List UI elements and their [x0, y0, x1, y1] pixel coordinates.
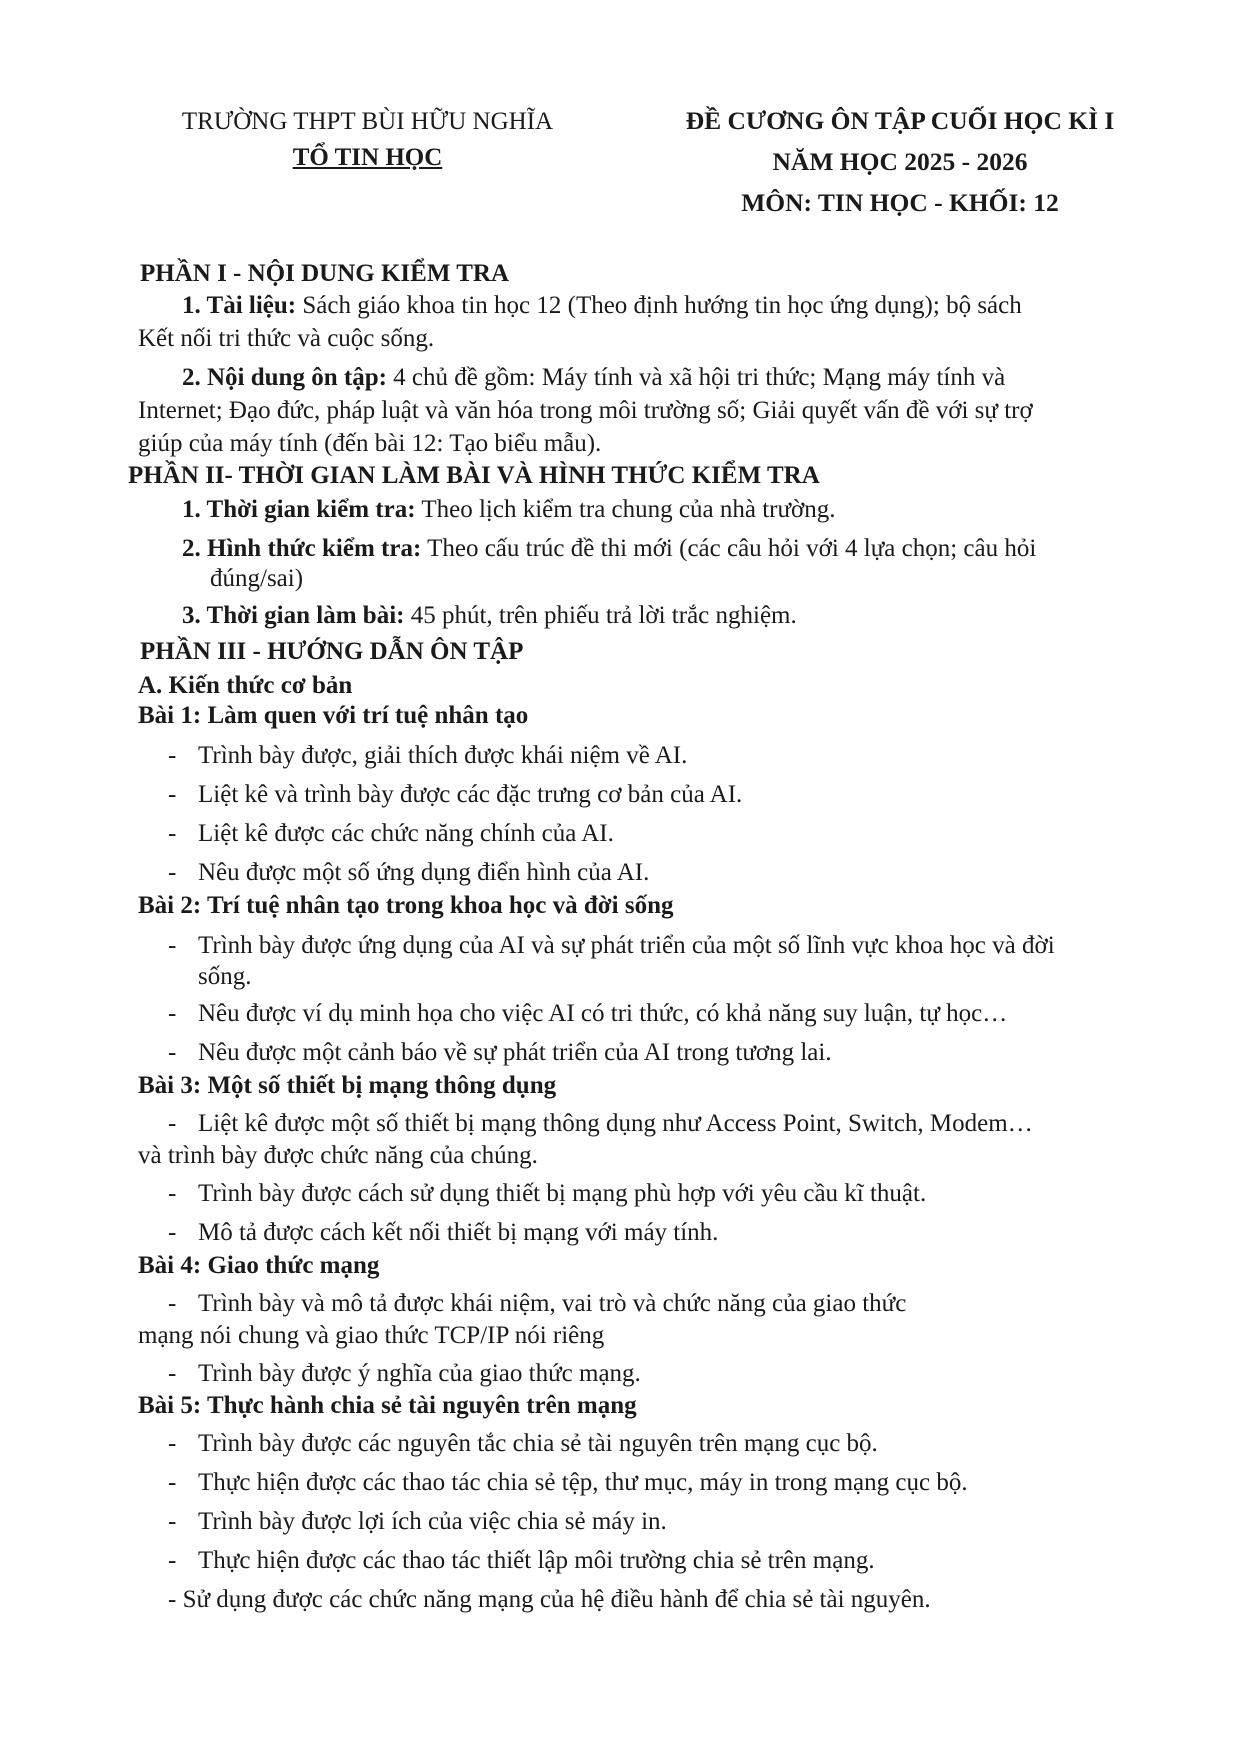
list-item: - Nêu được một cảnh báo về sự phát triển của AI trong tương lai.	[168, 1039, 832, 1066]
school-year: NĂM HỌC 2025 - 2026	[772, 147, 1028, 176]
list-item: - Trình bày được, giải thích được khái niệm về AI.	[168, 742, 688, 769]
part2-item2-cont: đúng/sai)	[210, 565, 304, 592]
list-item: - Nêu được một số ứng dụng điển hình của AI.	[168, 859, 650, 886]
part2-item1	[182, 496, 835, 524]
section-a-heading: A. Kiến thức cơ bản	[138, 672, 353, 699]
list-item: - Nêu được ví dụ minh họa cho việc AI có tri thức, có khả năng suy luận, tự học…	[168, 1000, 1008, 1027]
list-item-cont: sống.	[198, 963, 252, 990]
school-name: TRƯỜNG THPT BÙI HỮU NGHĨA	[181, 108, 554, 135]
lesson1-title: Bài 1: Làm quen với trí tuệ nhân tạo	[138, 702, 529, 729]
list-item: - Trình bày được ứng dụng của AI và sự phát triển của một số lĩnh vực khoa học và đời	[168, 932, 1055, 959]
part1-item2	[182, 364, 1005, 392]
part3-heading: PHẦN III - HƯỚNG DẪN ÔN TẬP	[140, 638, 524, 665]
lesson2-title: Bài 2: Trí tuệ nhân tạo trong khoa học và đời sống	[138, 892, 674, 919]
part2-heading: PHẦN II- THỜI GIAN LÀM BÀI VÀ HÌNH THỨC KIỂM TRA	[128, 462, 820, 489]
list-item: - Trình bày được các nguyên tắc chia sẻ tài nguyên trên mạng cục bộ.	[168, 1430, 878, 1457]
part1-item1-label: 1. Tài liệu:	[182, 292, 297, 319]
part1-item1	[182, 292, 1022, 320]
subject-grade: MÔN: TIN HỌC - KHỐI: 12	[741, 188, 1059, 217]
document-title: ĐỀ CƯƠNG ÔN TẬP CUỐI HỌC KÌ I	[685, 106, 1115, 135]
header-left	[150, 104, 585, 176]
header-right	[640, 100, 1160, 223]
list-item: - Thực hiện được các thao tác chia sẻ tệp, thư mục, máy in trong mạng cục bộ.	[168, 1469, 968, 1496]
list-item: - Liệt kê được một số thiết bị mạng thông dụng như Access Point, Switch, Modem…	[168, 1110, 1033, 1137]
part2-item1-label: 1. Thời gian kiểm tra:	[182, 496, 416, 523]
list-item: - Trình bày được lợi ích của việc chia sẻ máy in.	[168, 1508, 667, 1535]
list-item: - Mô tả được cách kết nối thiết bị mạng với máy tính.	[168, 1219, 719, 1246]
part1-item1-cont: Kết nối tri thức và cuộc sống.	[138, 325, 435, 352]
list-item: - Trình bày được cách sử dụng thiết bị mạng phù hợp với yêu cầu kĩ thuật.	[168, 1180, 927, 1207]
list-item: - Trình bày được ý nghĩa của giao thức mạng.	[168, 1360, 641, 1387]
list-item-cont: mạng nói chung và giao thức TCP/IP nói riêng	[138, 1322, 605, 1349]
department-name: TỔ TIN HỌC	[292, 144, 443, 171]
list-item: - Liệt kê được các chức năng chính của AI.	[168, 820, 614, 847]
part2-item3	[182, 602, 797, 630]
list-item: - Trình bày và mô tả được khái niệm, vai trò và chức năng của giao thức	[168, 1290, 907, 1317]
part2-item3-label: 3. Thời gian làm bài:	[182, 602, 405, 629]
part1-item2-text: 4 chủ đề gồm: Máy tính và xã hội tri thức; Mạng máy tính và	[386, 364, 1006, 391]
lesson3-title: Bài 3: Một số thiết bị mạng thông dụng	[138, 1072, 557, 1099]
part2-item2-label: 2. Hình thức kiểm tra:	[182, 535, 422, 562]
part2-item3-text: 45 phút, trên phiếu trả lời trắc nghiệm.	[404, 602, 797, 629]
part2-item2	[182, 535, 1036, 563]
lesson4-title: Bài 4: Giao thức mạng	[138, 1252, 380, 1279]
part1-heading: PHẦN I - NỘI DUNG KIỂM TRA	[140, 260, 509, 287]
part1-item2-cont: Internet; Đạo đức, pháp luật và văn hóa trong môi trường số; Giải quyết vấn đề với sự trợ	[138, 397, 1033, 424]
list-item: - Sử dụng được các chức năng mạng của hệ điều hành để chia sẻ tài nguyên.	[168, 1586, 931, 1613]
part2-item1-text: Theo lịch kiểm tra chung của nhà trường.	[415, 496, 836, 523]
list-item-cont: và trình bày được chức năng của chúng.	[138, 1142, 538, 1169]
part1-item2-cont2: giúp của máy tính (đến bài 12: Tạo biểu mẫu).	[138, 430, 602, 457]
part2-item2-text: Theo cấu trúc đề thi mới (các câu hỏi với 4 lựa chọn; câu hỏi	[421, 535, 1037, 562]
part1-item2-label: 2. Nội dung ôn tập:	[182, 364, 387, 391]
list-item: - Liệt kê và trình bày được các đặc trưng cơ bản của AI.	[168, 781, 743, 808]
part1-item1-text: Sách giáo khoa tin học 12 (Theo định hướng tin học ứng dụng); bộ sách	[296, 292, 1022, 319]
lesson5-title: Bài 5: Thực hành chia sẻ tài nguyên trên mạng	[138, 1392, 637, 1419]
list-item: - Thực hiện được các thao tác thiết lập môi trường chia sẻ trên mạng.	[168, 1547, 875, 1574]
